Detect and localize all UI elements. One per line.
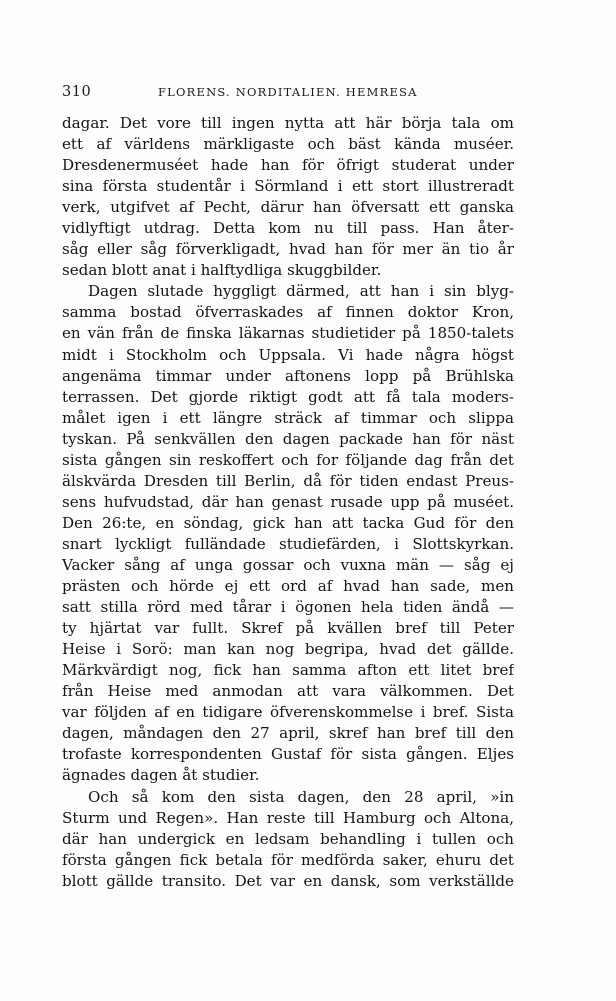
body-text bbox=[62, 113, 514, 892]
text-line: ty hjärtat var fullt. Skref på kvällen bref till Peter bbox=[62, 619, 514, 638]
text-line: angenäma timmar under aftonens lopp på Brühlska bbox=[62, 366, 514, 385]
text-line: var följden af en tidigare öfverenskommelse i bref. Sista bbox=[62, 703, 514, 722]
text-line: Dagen slutade hyggligt därmed, att han i sin blyg- bbox=[88, 282, 514, 301]
text-line: såg eller såg förverkligadt, hvad han för mer än tio år bbox=[62, 240, 514, 259]
text-line: trofaste korrespondenten Gustaf för sista gången. Eljes bbox=[62, 745, 514, 764]
text-line: vidlyftigt utdrag. Detta kom nu till pass. Han åter- bbox=[62, 219, 514, 238]
text-line: verk, utgifvet af Pecht, därur han öfversatt ett ganska bbox=[62, 198, 514, 217]
text-line: en vän från de finska läkarnas studietider på 1850-talets bbox=[62, 324, 514, 343]
text-line: älskvärda Dresden till Berlin, då för tiden endast Preus- bbox=[62, 471, 514, 490]
text-line: tyskan. På senkvällen den dagen packade han för näst bbox=[62, 429, 514, 448]
text-line: Dresdenermuséet hade han för öfrigt studerat under bbox=[62, 156, 514, 175]
page-number: 310 bbox=[62, 84, 92, 100]
page-header bbox=[62, 84, 512, 104]
text-line: Den 26:te, en söndag, gick han att tacka Gud för den bbox=[62, 513, 514, 532]
text-line: snart lyckligt fulländade studiefärden, i Slottskyrkan. bbox=[62, 534, 514, 553]
text-line: första gången fick betala för medförda saker, ehuru det bbox=[62, 850, 514, 869]
text-line: sedan blott anat i halftydliga skuggbilder. bbox=[62, 261, 382, 280]
text-line: samma bostad öfverraskades af finnen doktor Kron, bbox=[62, 303, 514, 322]
text-line: Vacker sång af unga gossar och vuxna män — såg ej bbox=[62, 555, 514, 574]
text-line: Heise i Sorö: man kan nog begripa, hvad det gällde. bbox=[62, 640, 514, 659]
text-line: blott gällde transito. Det var en dansk, som verkställde bbox=[62, 871, 514, 890]
text-line: från Heise med anmodan att vara välkommen. Det bbox=[62, 682, 514, 701]
text-line: prästen och hörde ej ett ord af hvad han sade, men bbox=[62, 577, 514, 596]
text-line: sista gången sin reskoffert och for följande dag från det bbox=[62, 450, 514, 469]
text-line: Och så kom den sista dagen, den 28 april, »in bbox=[88, 787, 514, 806]
text-line: ett af världens märkligaste och bäst kända muséer. bbox=[62, 135, 514, 154]
text-line: dagar. Det vore till ingen nytta att här börja tala om bbox=[62, 114, 514, 132]
text-line: sina första studentår i Sörmland i ett stort illustreradt bbox=[62, 177, 514, 196]
running-head: FLORENS. NORDITALIEN. HEMRESA bbox=[158, 85, 418, 99]
text-line: målet igen i ett längre sträck af timmar och slippa bbox=[62, 408, 514, 427]
text-line: dagen, måndagen den 27 april, skref han bref till den bbox=[62, 724, 514, 743]
text-line: Sturm und Regen». Han reste till Hamburg och Altona, bbox=[62, 808, 514, 827]
text-line: ägnades dagen åt studier. bbox=[62, 766, 260, 785]
text-line: Märkvärdigt nog, fick han samma afton ett litet bref bbox=[62, 661, 514, 680]
text-line: där han undergick en ledsam behandling i tullen och bbox=[62, 829, 514, 848]
text-line: satt stilla rörd med tårar i ögonen hela tiden ändå — bbox=[62, 598, 514, 617]
text-line: sens hufvudstad, där han genast rusade upp på muséet. bbox=[62, 492, 514, 511]
text-line: midt i Stockholm och Uppsala. Vi hade några högst bbox=[62, 345, 514, 364]
text-line: terrassen. Det gjorde riktigt godt att få tala moders- bbox=[62, 387, 514, 406]
